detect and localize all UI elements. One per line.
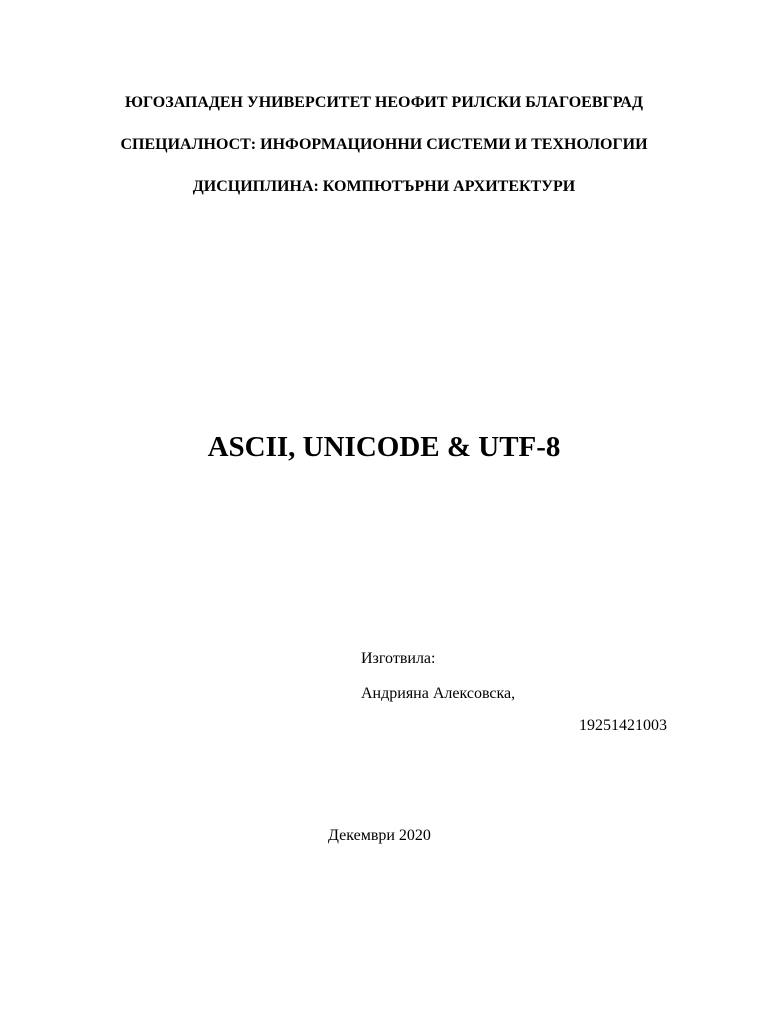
document-title: ASCII, UNICODE & UTF-8	[207, 431, 561, 463]
student-id: 19251421003	[579, 717, 667, 734]
author-name: Андрияна Алексовска,	[361, 685, 516, 702]
document-date: Декември 2020	[328, 827, 431, 844]
discipline-line: ДИСЦИПЛИНА: КОМПЮТЪРНИ АРХИТЕКТУРИ	[192, 178, 576, 195]
prepared-by-label: Изготвила:	[361, 650, 436, 667]
specialty-line: СПЕЦИАЛНОСТ: ИНФОРМАЦИОННИ СИСТЕМИ И ТЕХНОЛОГИИ	[120, 136, 648, 153]
university-name: ЮГОЗАПАДЕН УНИВЕРСИТЕТ НЕОФИТ РИЛСКИ БЛАГОЕВГРАД	[125, 94, 643, 111]
